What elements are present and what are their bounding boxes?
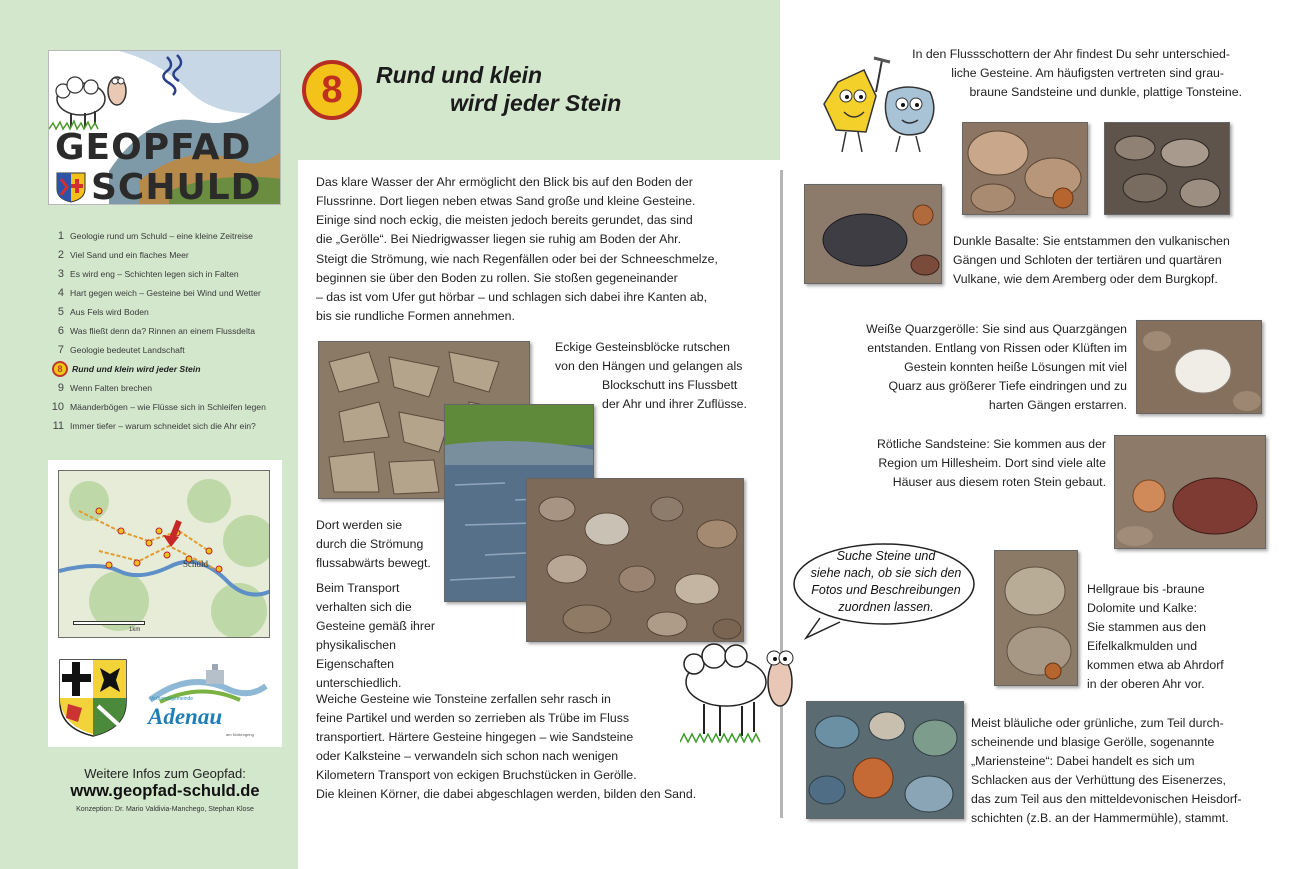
chapter-item-9[interactable] — [50, 378, 298, 397]
text-line: Kilometern Transport von eckigen Bruchstücken in Gerölle. — [316, 768, 637, 782]
text-line: Suche Steine und — [836, 549, 936, 563]
text-line: Vulkane, wie dem Aremberg oder dem Burgkopf. — [953, 272, 1218, 286]
photo-dolomite-image — [995, 551, 1078, 686]
text-line: Steigt die Strömung, wie nach Regenfällen oder bei der Schneeschmelze, — [316, 252, 718, 266]
text-line: Die kleinen Körner, die dabei abgeschlagen werden, bilden den Sand. — [316, 787, 697, 801]
text-line: scheinende und blasige Gerölle, sogenannte — [971, 735, 1215, 749]
chapter-number: 10 — [51, 400, 64, 413]
text-line: braune Sandsteine und dunkle, plattige Tonsteine. — [969, 85, 1242, 99]
text-line: Meist bläuliche oder grünliche, zum Teil durch- — [971, 716, 1224, 730]
text-line: feine Partikel und werden so zerrieben als Trübe im Fluss — [316, 711, 630, 725]
intro-paragraph — [316, 173, 776, 249]
chapter-item-2[interactable] — [50, 245, 298, 264]
text-line: in der oberen Ahr vor. — [1087, 677, 1205, 691]
page-title-line2: wird jeder Stein — [450, 90, 622, 116]
photo-quartz-image — [1137, 321, 1262, 414]
text-line: Fotos und Beschreibungen — [811, 583, 961, 597]
text-line: schichten (z.B. an der Hammermühle), stammt. — [971, 811, 1229, 825]
basalt-text — [953, 232, 1253, 289]
dolomite-text — [1087, 580, 1287, 694]
text-line: Weiße Quarzgerölle: Sie sind aus Quarzgängen — [866, 322, 1127, 336]
info-title: Weitere Infos zum Geopfad: — [84, 766, 246, 781]
map-drawing — [59, 471, 270, 638]
sheep-mascot-icon — [680, 630, 804, 746]
chapter-label: Rund und klein wird jeder Stein — [72, 363, 201, 374]
text-line: harten Gängen erstarren. — [988, 398, 1127, 412]
chapter-item-5[interactable] — [50, 302, 298, 321]
current-paragraph — [316, 250, 776, 326]
text-line: zuordnen lassen. — [838, 600, 934, 614]
adenau-landscape-art — [140, 660, 270, 710]
chapter-number: 6 — [57, 324, 64, 337]
chapter-number: 7 — [57, 343, 64, 356]
text-line: Flussrinne. Dort liegen neben etwas Sand große und kleine Gesteine. — [316, 194, 696, 208]
adenau-small-label: Verbandsgemeinde — [150, 696, 194, 702]
photo-red-sandstone — [1114, 435, 1266, 549]
chapter-number: 5 — [57, 305, 64, 318]
text-line: bis sie rundliche Formen annehmen. — [316, 309, 515, 323]
text-line: Quarz aus größerer Tiefe eindringen und zu — [888, 379, 1127, 393]
text-line: physikalischen Eigenschaften — [316, 638, 396, 671]
text-line: Gesteine gemäß ihrer — [316, 619, 435, 633]
text-line: liche Gesteine. Am häufigsten vertreten sind grau- — [951, 66, 1224, 80]
text-line: Einige sind noch eckig, die meisten jedoch bereits gerundet, das sind — [316, 213, 693, 227]
logo-title-schuld: SCHULD — [91, 167, 262, 205]
red-sandstone-text — [840, 435, 1106, 492]
speech-bubble-text — [796, 548, 976, 616]
chapter-item-3[interactable] — [50, 264, 298, 283]
text-line: Blockschutt ins Flussbett — [602, 378, 738, 392]
chapter-label: Viel Sand und ein flaches Meer — [70, 249, 189, 260]
photo-dark-pebbles-image — [1105, 123, 1230, 215]
text-line: beginnen sie über den Boden zu rollen. Sie stoßen gegeneinander — [316, 271, 678, 285]
text-line: Eckige Gesteinsblöcke rutschen — [555, 340, 730, 354]
text-line: Weiche Gesteine wie Tonsteine zerfallen sehr rasch in — [316, 692, 611, 706]
text-line: Dunkle Basalte: Sie entstammen den vulkanischen — [953, 234, 1230, 248]
text-line: Dolomite und Kalke: — [1087, 601, 1198, 615]
crest-icon — [55, 171, 87, 203]
photo-mariensteine-image — [807, 702, 964, 819]
chapter-label: Immer tiefer – warum schneidet sich die Ahr ein? — [70, 420, 256, 431]
map-panel — [48, 460, 282, 747]
photo-sandstone-tonstein — [962, 122, 1088, 215]
photo-basalt — [804, 184, 942, 284]
text-line: Schlacken aus der Verhüttung des Eisenerzes, — [971, 773, 1226, 787]
text-line: kommen etwa ab Ahrdorf — [1087, 658, 1224, 672]
chapter-number: 1 — [57, 229, 64, 242]
photo-quartz — [1136, 320, 1262, 414]
text-line: oder Kalksteine – verwandeln sich schon nach wenigen — [316, 749, 619, 763]
properties-caption — [316, 579, 476, 693]
text-line: Gängen und Schloten der tertiären und quartären — [953, 253, 1222, 267]
website-link[interactable]: www.geopfad-schuld.de — [70, 782, 260, 800]
text-line: Region um Hillesheim. Dort sind viele alte — [878, 456, 1106, 470]
photo-red-sandstone-image — [1115, 436, 1266, 549]
map-scale-label: 1km — [129, 627, 141, 633]
photo-dark-pebbles — [1104, 122, 1230, 215]
blocks-caption — [552, 338, 757, 414]
text-line: Häuser aus diesem roten Stein gebaut. — [892, 475, 1106, 489]
chapter-item-6[interactable] — [50, 321, 298, 340]
photo-basalt-image — [805, 185, 942, 284]
chapter-number: 4 — [57, 286, 64, 299]
trail-map[interactable] — [58, 470, 270, 638]
text-line: verhalten sich die — [316, 600, 412, 614]
text-line: flussabwärts bewegt. — [316, 556, 431, 570]
text-line: das zum Teil aus den mitteldevonischen Heisdorf- — [971, 792, 1242, 806]
station-number-badge: 8 — [302, 60, 362, 120]
text-line: Beim Transport — [316, 581, 400, 595]
text-line: Rötliche Sandsteine: Sie kommen aus der — [877, 437, 1106, 451]
adenau-wordmark: Adenau — [148, 704, 223, 729]
text-line: Dort werden sie — [316, 518, 403, 532]
text-line: die „Gerölle“. Bei Niedrigwasser liegen sie ruhig am Boden der Ahr. — [316, 232, 681, 246]
photo-sandstone-tonstein-image — [963, 123, 1088, 215]
text-line: siehe nach, ob sie sich den — [810, 566, 962, 580]
chapter-label: Geologie bedeutet Landschaft — [70, 344, 185, 355]
chapter-item-1[interactable] — [50, 226, 298, 245]
text-line: Gestein konnten heiße Lösungen mit viel — [904, 360, 1127, 374]
chapter-number: 3 — [57, 267, 64, 280]
chapter-item-4[interactable] — [50, 283, 298, 302]
chapter-list — [50, 226, 298, 435]
text-line: unterschiedlich. — [316, 676, 402, 690]
map-scale-bar — [73, 621, 145, 625]
text-line: Sie stammen aus den — [1087, 620, 1206, 634]
adenau-sub-label: am Nürburgring — [226, 732, 254, 737]
text-line: transportiert. Härtere Gesteine hingegen – wie Sandsteine — [316, 730, 634, 744]
chapter-label: Was fließt denn da? Rinnen an einem Flussdelta — [70, 325, 256, 336]
text-line: entstanden. Entlang von Rissen oder Klüften im — [867, 341, 1127, 355]
text-line: der Ahr und ihrer Zuflüsse. — [602, 397, 747, 411]
text-line: von den Hängen und gelangen als — [555, 359, 743, 373]
quartz-text — [840, 320, 1127, 415]
mariensteine-text — [971, 714, 1271, 828]
map-place-label: Schuld — [183, 559, 209, 569]
text-line: durch die Strömung — [316, 537, 424, 551]
chapter-label: Mäanderbögen – wie Flüsse sich in Schleifen legen — [70, 401, 266, 412]
chapter-item-7[interactable] — [50, 340, 298, 359]
text-line: Das klare Wasser der Ahr ermöglicht den Blick bis auf den Boden der — [316, 175, 693, 189]
chapter-number: 9 — [57, 381, 64, 394]
chapter-number: 8 — [52, 361, 68, 377]
page-title-line1: Rund und klein — [376, 62, 543, 88]
logo-title-geopfad: GEOPFAD — [55, 127, 252, 168]
chapter-label: Wenn Falten brechen — [70, 382, 153, 393]
photo-mariensteine — [806, 701, 964, 819]
coat-of-arms-icon — [58, 658, 128, 738]
chapter-item-10[interactable] — [50, 397, 298, 416]
text-line: Eifelkalkmulden und — [1087, 639, 1198, 653]
text-line: „Mariensteine“: Dabei handelt es sich um — [971, 754, 1195, 768]
text-line: In den Flussschottern der Ahr findest Du sehr unterschied- — [912, 47, 1230, 61]
transport-caption — [316, 516, 446, 573]
chapter-label: Es wird eng – Schichten legen sich in Falten — [70, 268, 239, 279]
chapter-number: 11 — [52, 419, 64, 432]
geopfad-logo — [48, 50, 281, 205]
text-line: Hellgraue bis -braune — [1087, 582, 1205, 596]
chapter-label: Geologie rund um Schuld – eine kleine Zeitreise — [70, 230, 253, 241]
chapter-item-11[interactable] — [50, 416, 298, 435]
chapter-label: Hart gegen weich – Gesteine bei Wind und Wetter — [70, 287, 261, 298]
adenau-logo — [140, 660, 270, 740]
chapter-label: Aus Fels wird Boden — [70, 306, 149, 317]
credits: Konzeption: Dr. Mario Valdivia-Manchego, Stephan Klose — [76, 806, 254, 813]
photo-dolomite — [994, 550, 1078, 686]
photo-river-pebbles-image — [527, 479, 744, 642]
photo-river-pebbles — [526, 478, 744, 642]
chapter-item-8[interactable] — [50, 359, 298, 378]
text-line: – das ist vom Ufer gut hörbar – und schlagen sich dabei ihre Kanten ab, — [316, 290, 708, 304]
chapter-number: 2 — [57, 248, 64, 261]
intro-rocks-text — [880, 45, 1242, 102]
